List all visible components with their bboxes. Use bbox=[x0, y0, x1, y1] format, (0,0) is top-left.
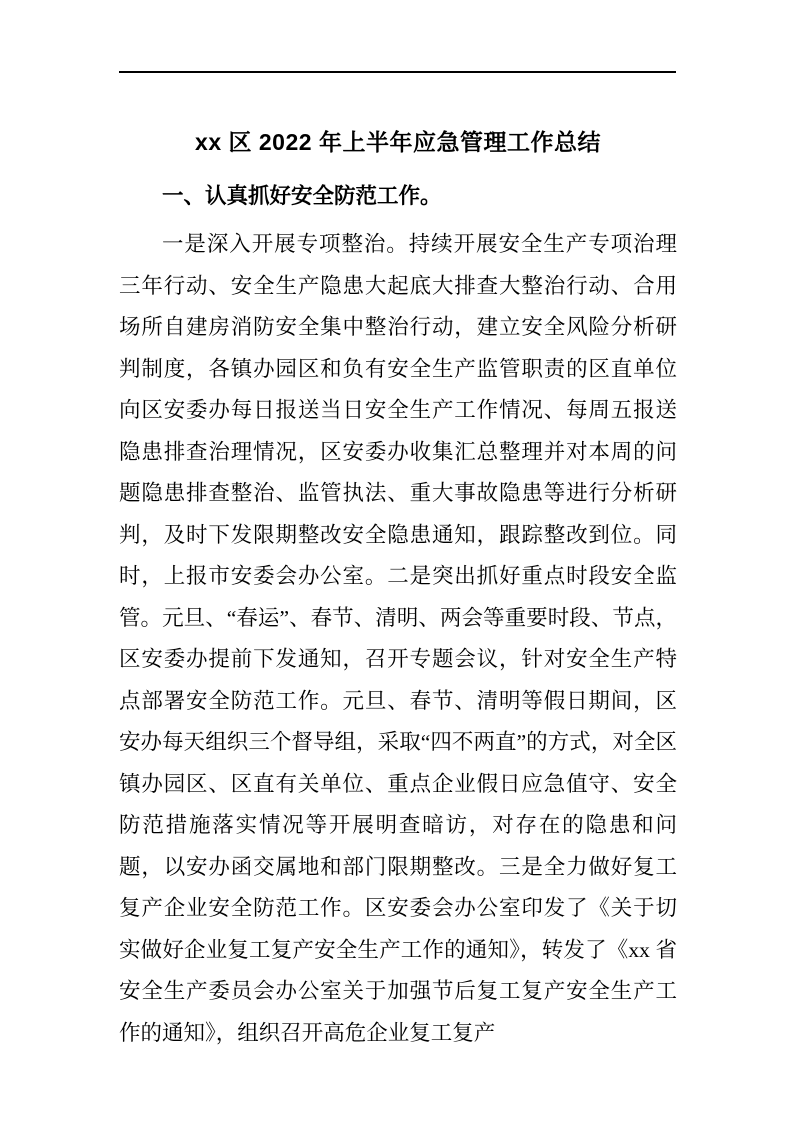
body-paragraph: 一是深入开展专项整治。持续开展安全生产专项治理三年行动、安全生产隐患大起底大排查大整治行动、合用场所自建房消防安全集中整治行动，建立安全风险分析研判制度，各镇办园区和负有安全生产监管职责的区直单位向区安委办每日报送当日安全生产工作情况、每周五报送隐患排查治理情况，区安委办收集汇总整理并对本周的问题隐患排查整治、监管执法、重大事故隐患等进行分析研判，及时下发限期整改安全隐患通知，跟踪整改到位。同时，上报市安委会办公室。二是突出抓好重点时段安全监管。元旦、“春运”、春节、清明、两会等重要时段、节点，区安委办提前下发通知，召开专题会议，针对安全生产特点部署安全防范工作。元旦、春节、清明等假日期间，区安办每天组织三个督导组，采取“四不两直”的方式，对全区镇办园区、区直有关单位、重点企业假日应急值守、安全防范措施落实情况等开展明查暗访，对存在的隐患和问题，以安办函交属地和部门限期整改。三是全力做好复工复产企业安全防范工作。区安委会办公室印发了《关于切实做好企业复工复产安全生产工作的通知》，转发了《xx 省安全生产委员会办公室关于加强节后复工复产安全生产工作的通知》，组织召开高危企业复工复产 bbox=[119, 232, 677, 1045]
section-heading: 一、认真抓好安全防范工作。 bbox=[162, 184, 442, 208]
document-content bbox=[119, 121, 677, 1054]
document-title: xx 区 2022 年上半年应急管理工作总结 bbox=[195, 129, 601, 155]
header-rule-divider bbox=[119, 71, 676, 73]
